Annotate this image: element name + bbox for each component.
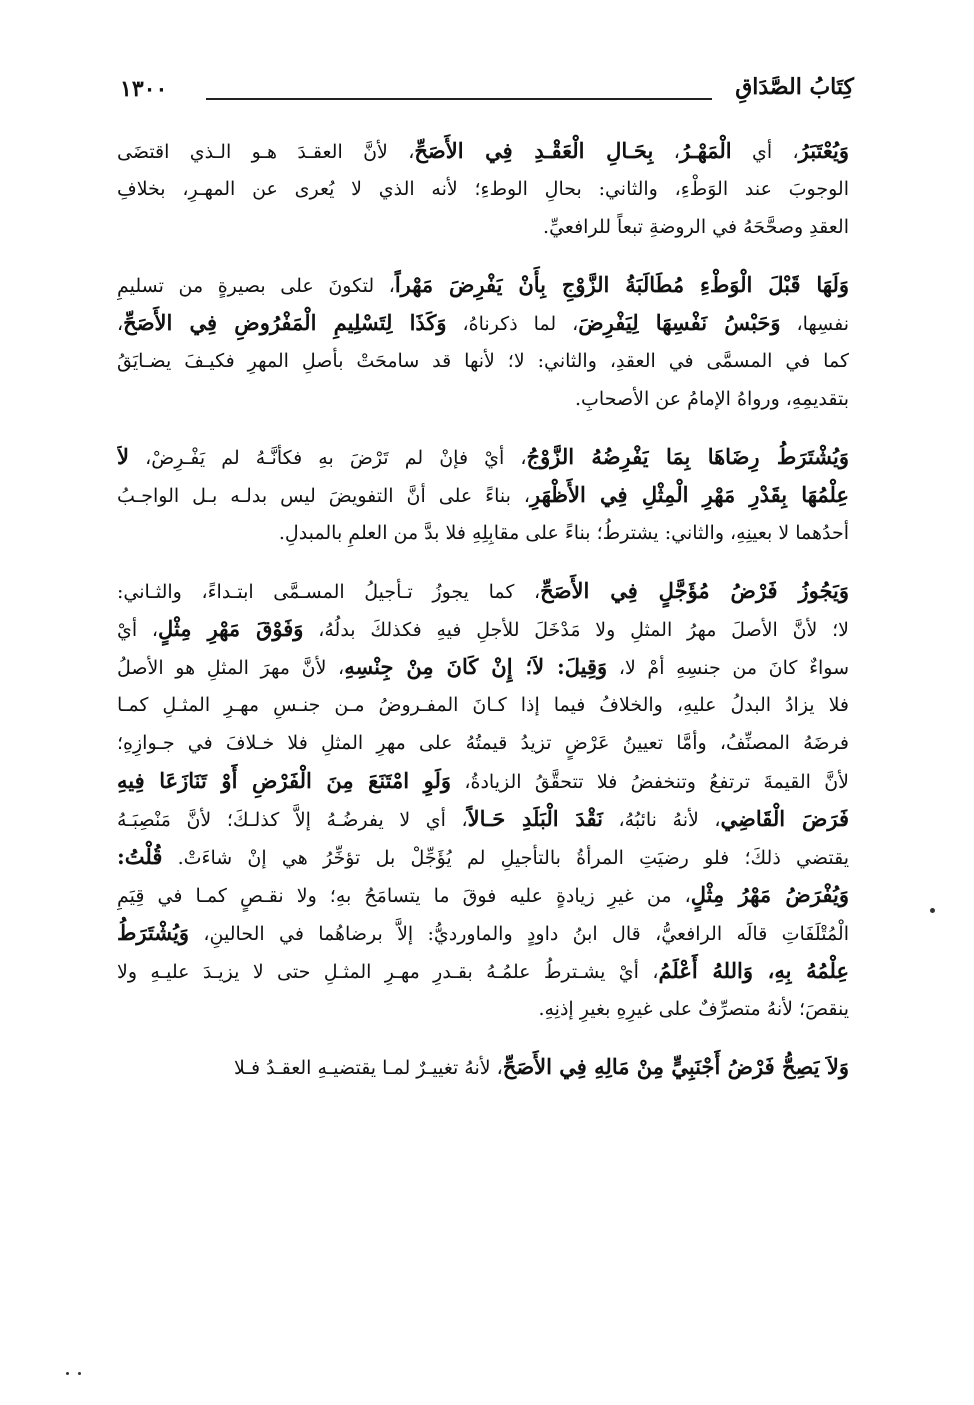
text-line — [117, 438, 849, 476]
commentary-text: ، كما يجوزُ تـأجيلُ المسـمَّى ابتـداءً، والثـاني: — [117, 581, 541, 603]
text-line — [117, 990, 849, 1028]
matn-text: وَلَهَا قَبْلَ الْوَطْءِ مُطَالَبَةُ الزَّوْجِ بِأَنْ يَفْرِضَ مَهْراً — [394, 272, 849, 297]
matn-text: وَيُفْرَضُ مَهْرُ مِثْلٍ — [690, 882, 849, 907]
scan-speck — [66, 1372, 69, 1375]
paragraph — [117, 266, 849, 418]
text-line — [117, 170, 849, 208]
text-line — [117, 304, 849, 342]
matn-text: وَقِيلَ: لاَ؛ إِنْ كَانَ مِنْ جِنْسِهِ — [344, 654, 608, 679]
matn-text: فَرَضَ الْقَاضِي — [720, 806, 849, 831]
paragraph-gap — [117, 1028, 849, 1048]
commentary-text: ، — [653, 141, 680, 163]
text-line — [117, 610, 849, 648]
text-line — [117, 514, 849, 552]
matn-text: لاَ — [117, 444, 129, 469]
commentary-text: لأنَّ القيمةَ ترتفعُ وتنخفضُ فلا تتحقَّقُ الزيادةُ، — [451, 771, 849, 793]
matn-text: نَقْدَ الْبَلَدِ حَـالاً — [467, 806, 603, 831]
matn-text: قُلْتُ: — [117, 844, 163, 869]
matn-text: وَلاَ يَصِحُّ فَرْضُ أَجْنَبِيٍّ مِنْ مَالِهِ فِي الأَصَحِّ — [502, 1054, 849, 1079]
commentary-text: ، لأنهُ تغييـرٌ لمـا يقتضيـهِ العقـدُ فـلا — [234, 1057, 503, 1079]
header-rule — [206, 98, 712, 100]
matn-text: وَحَبْسُ نَفْسِهَا لِيَفْرِضَ — [578, 310, 781, 335]
paragraph — [117, 1048, 849, 1086]
matn-text: عِلْمُهَا بِقَدْرِ مَهْرِ الْمِثْلِ فِي الأَظْهَرِ — [530, 482, 849, 507]
text-line — [117, 266, 849, 304]
margin-mark — [930, 908, 935, 913]
running-title: كِتَابُ الصَّدَاقِ — [735, 74, 854, 100]
commentary-text: الوجوبَ عند الوَطْءِ، والثاني: بحالِ الوطءِ؛ لأنه الذي لا يُعرى عن المهـرِ، بخلافِ — [117, 178, 849, 200]
matn-text: وَيُشْتَرَطُ — [117, 920, 190, 945]
commentary-text: ، لأنهُ نائبُهُ، — [602, 809, 721, 831]
commentary-text: ، من غيرِ زيادةٍ عليه فوقَ ما يتسامَحُ بهِ؛ ولا نقـصٍ كمـا في قِيَمِ — [117, 885, 691, 907]
commentary-text: بتقديمِهِ، ورواهُ الإمامُ عن الأصحابِ. — [575, 388, 849, 410]
text-line — [117, 476, 849, 514]
commentary-text: كما في المسمَّى في العقدِ، والثاني: لا؛ لأنها قد سامحَتْ بأصلِ المهرِ فكيـفَ يضـايَقُ — [117, 350, 849, 372]
body-text — [117, 132, 849, 1086]
commentary-text: ، لما ذكرناهُ، — [446, 313, 579, 335]
commentary-text: ، أي لا يفرضُـهُ إلاَّ كذلـكَ؛ لأنَّ مَنْصِبَـهُ — [117, 809, 468, 831]
commentary-text: ، — [117, 313, 124, 335]
paragraph-gap — [117, 418, 849, 438]
paragraph-gap — [117, 552, 849, 572]
matn-text: وَيَجُوزُ فَرْضُ مُؤَجَّلٍ فِي الأَصَحِّ — [540, 578, 849, 603]
commentary-text: أحدُهما لا بعينِهِ، والثاني: يشترطُ؛ بناءً على مقابِلِهِ فلا بدَّ من العلمِ بالمبدلِ. — [278, 522, 849, 544]
text-line — [117, 876, 849, 914]
commentary-text: ، أي — [731, 141, 799, 163]
matn-text: بِحَـالِ الْعَقْـدِ فِي الأَصَحِّ — [414, 138, 654, 163]
commentary-text: فرضَهُ المصنِّفُ، وأمَّا تعيينُ عَرْضٍ تزيدُ قيمتُهُ على مهرِ المثلِ فلا خـلافَ في جـوازِهِ؛ — [117, 732, 849, 754]
text-line — [117, 724, 849, 762]
commentary-text: سواءٌ كانَ من جنسِهِ أمْ لا، — [607, 657, 849, 679]
commentary-text: ، بناءً على أنَّ التفويضَ ليس بدلـه بـل الواجـبُ — [117, 485, 531, 507]
paragraph-gap — [117, 246, 849, 266]
commentary-text: فلا يزادُ البدلُ عليهِ، والخلافُ فيما إذا كـانَ المفـروضُ مـن جنـسِ مهـرِ المثـلِ كمـا — [117, 694, 849, 716]
text-line — [117, 914, 849, 952]
text-line — [117, 342, 849, 380]
paragraph — [117, 572, 849, 1028]
commentary-text: ، أيْ يشـترطُ علمُـهُ بقـدرِ مهـرِ المثـلِ حتى لا يزيـدَ عليـهِ ولا — [117, 961, 659, 983]
commentary-text: ، أيْ — [117, 619, 159, 641]
matn-text: وَيُعْتَبَرُ — [798, 138, 849, 163]
text-line — [117, 762, 849, 800]
commentary-text: ، لأنَّ مهرَ المثلِ هو الأصلُ — [117, 657, 345, 679]
matn-text: وَيُشْتَرَطُ رِضَاهَا بِمَا يَفْرِضُهُ الزَّوْجُ — [526, 444, 849, 469]
text-line — [117, 686, 849, 724]
paragraph — [117, 132, 849, 246]
matn-text: عِلْمُهُ بِهِ، وَاللهُ أَعْلَمُ — [658, 958, 849, 983]
commentary-text: ، لأنَّ العقـدَ هـو الـذي اقتضَى — [117, 141, 415, 163]
text-line — [117, 952, 849, 990]
commentary-text: الْمُتْلَفَاتِ قالَه الرافعيُّ، قال ابنُ داودٍ والماورديُّ: إلاَّ برضاهُما في الحالينِ، — [189, 923, 849, 945]
commentary-text: نفسِها، — [780, 313, 849, 335]
text-line — [117, 380, 849, 418]
matn-text: وَكَذَا لِتَسْلِيمِ الْمَفْرُوضِ فِي الأَصَحِّ — [123, 310, 447, 335]
text-line — [117, 1048, 849, 1086]
commentary-text: يقتضي ذلكَ؛ فلو رضيَتِ المرأةُ بالتأجيلِ لم يُؤَجِّلْ بل تؤخِّرُ هي إنْ شاءَتْ. — [162, 847, 849, 869]
text-line — [117, 800, 849, 838]
matn-text: وَلَوِ امْتَنَعَ مِنَ الْفَرْضِ أَوْ تَنَازَعَا فِيهِ — [117, 768, 452, 793]
commentary-text: لا؛ لأنَّ الأصلَ مهرُ المثلِ ولا مَدْخَلَ للأجلِ فيهِ فكذلكَ بدلُهُ، — [303, 619, 849, 641]
text-line — [117, 572, 849, 610]
text-line — [117, 132, 849, 170]
text-line — [117, 208, 849, 246]
commentary-text: ، لتكونَ على بصيرةٍ من تسليمِ — [117, 275, 395, 297]
paragraph — [117, 438, 849, 552]
page-header — [120, 74, 854, 114]
text-line — [117, 838, 849, 876]
scan-speck — [78, 1372, 81, 1375]
matn-text: الْمَهْـرُ — [679, 138, 732, 163]
text-line — [117, 648, 849, 686]
matn-text: وَفَوْقَ مَهْرِ مِثْلٍ — [158, 616, 304, 641]
page-number: ١٣٠٠ — [120, 76, 168, 102]
commentary-text: العقدِ وصحَّحَهُ في الروضةِ تبعاً للرافعيِّ. — [543, 216, 849, 238]
commentary-text: ، أيْ فإنْ لم تَرْضَ بهِ فكأنَّـهُ لم يَفْـرِضْ، — [128, 447, 527, 469]
commentary-text: ينقصَ؛ لأنهُ متصرِّفٌ على غيرِهِ بغيرِ إذنِهِ. — [538, 998, 849, 1020]
